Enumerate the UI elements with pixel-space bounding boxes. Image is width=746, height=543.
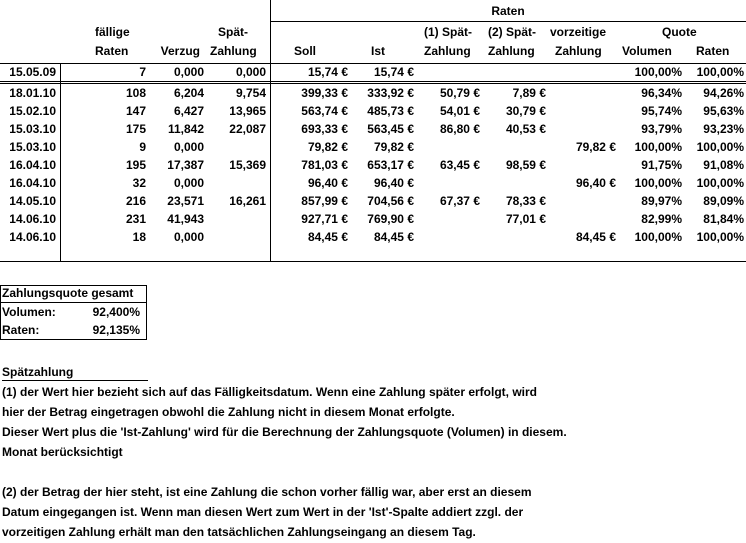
cell-spaet1: [416, 212, 480, 227]
cell-ist: 485,73 €: [367, 104, 414, 118]
summary-volumen-value: 92,400%: [92, 305, 140, 319]
cell-verzug: 0,000: [173, 140, 204, 154]
cell-quote-volumen: 96,34%: [641, 86, 682, 100]
cell-soll: 563,74 €: [301, 104, 348, 118]
cell-ist: 96,40 €: [373, 176, 414, 190]
header-ist: Ist: [371, 44, 386, 58]
note-line: hier der Betrag eingetragen obwohl die Zahlung nicht in diesem Monat erfolgte.: [2, 405, 455, 419]
summary-raten-value: 92,135%: [92, 323, 140, 337]
header-spaet2-1: (2) Spät-: [488, 25, 536, 39]
cell-spaetzahlung: [206, 212, 266, 227]
cell-spaetzahlung: 9,754: [235, 86, 266, 100]
cell-soll: 927,71 €: [301, 212, 348, 226]
cell-faellige-raten: 175: [125, 122, 146, 136]
cell-ist: 79,82 €: [373, 140, 414, 154]
cell-soll: 781,03 €: [301, 158, 348, 172]
cell-date: 14.05.10: [9, 194, 56, 208]
cell-spaetzahlung: 22,087: [229, 122, 266, 136]
cell-date: 14.06.10: [9, 212, 56, 226]
cell-date: 15.03.10: [9, 140, 56, 154]
cell-verzug: 6,427: [173, 104, 204, 118]
cell-spaet1: [416, 176, 480, 191]
cell-verzug: 6,204: [173, 86, 204, 100]
cell-date: 16.04.10: [9, 176, 56, 190]
table-bottom-rule: [0, 261, 746, 262]
cell-soll: 15,74 €: [307, 65, 348, 79]
cell-soll: 399,33 €: [301, 86, 348, 100]
cell-spaet1: 86,80 €: [439, 122, 480, 136]
header-vorzeitige-1: vorzeitige: [550, 25, 607, 39]
cell-quote-volumen: 93,79%: [641, 122, 682, 136]
table-first-row-rule-2: [0, 83, 746, 84]
cell-faellige-raten: 18: [132, 230, 146, 244]
cell-spaetzahlung: [206, 176, 266, 191]
cell-vorzeitige: [548, 194, 616, 209]
header-divider: [270, 0, 271, 63]
cell-spaetzahlung: [206, 140, 266, 155]
cell-quote-raten: 100,00%: [696, 140, 744, 154]
cell-faellige-raten: 9: [139, 140, 146, 154]
cell-date: 15.05.09: [9, 65, 56, 79]
table-first-row-rule: [0, 81, 746, 82]
cell-vorzeitige: [548, 65, 616, 80]
cell-faellige-raten: 7: [139, 65, 146, 79]
notes-heading: Spätzahlung: [2, 365, 74, 379]
cell-quote-volumen: 100,00%: [634, 140, 682, 154]
cell-date: 16.04.10: [9, 158, 56, 172]
note-line: Dieser Wert plus die 'Ist-Zahlung' wird für die Berechnung der Zahlungsquote (Volumen) in diesem.: [2, 425, 567, 439]
cell-spaet1: 67,37 €: [439, 194, 480, 208]
cell-spaet2: 77,01 €: [505, 212, 546, 226]
cell-ist: 704,56 €: [367, 194, 414, 208]
summary-title-rule: [0, 302, 147, 303]
summary-raten-label: Raten:: [2, 323, 40, 337]
cell-spaet2: 78,33 €: [505, 194, 546, 208]
header-vorzeitige-2: Zahlung: [555, 44, 602, 58]
cell-vorzeitige: 79,82 €: [575, 140, 616, 154]
cell-soll: 79,82 €: [307, 140, 348, 154]
cell-spaet2: 98,59 €: [505, 158, 546, 172]
cell-faellige-raten: 195: [125, 158, 146, 172]
cell-date: 15.03.10: [9, 122, 56, 136]
cell-faellige-raten: 32: [132, 176, 146, 190]
note-line: vorzeitigen Zahlung erhält man den tatsächlichen Zahlungseingang an diesem Tag.: [2, 525, 476, 539]
table-top-rule: [0, 63, 746, 64]
cell-quote-raten: 93,23%: [703, 122, 744, 136]
cell-spaet1: 50,79 €: [439, 86, 480, 100]
cell-spaet2: [482, 176, 546, 191]
cell-verzug: 11,842: [167, 122, 204, 136]
cell-spaet1: [416, 230, 480, 245]
header-faellige-1: fällige: [95, 25, 130, 39]
cell-date: 15.02.10: [9, 104, 56, 118]
header-spaet2-2: Zahlung: [488, 44, 535, 58]
header-verzug: Verzug: [160, 44, 200, 58]
cell-ist: 653,17 €: [367, 158, 414, 172]
cell-spaetzahlung: 16,261: [229, 194, 266, 208]
header-soll: Soll: [294, 44, 317, 58]
header-raten-group: Raten: [491, 4, 525, 18]
header-quote: Quote: [662, 25, 697, 39]
cell-spaetzahlung: [206, 230, 266, 245]
cell-verzug: 17,387: [167, 158, 204, 172]
cell-quote-volumen: 95,74%: [641, 104, 682, 118]
cell-date: 14.06.10: [9, 230, 56, 244]
cell-spaet2: 7,89 €: [512, 86, 546, 100]
header-spaet-1: Spät-: [218, 25, 248, 39]
header-raten-underline: [270, 21, 746, 22]
cell-quote-volumen: 100,00%: [634, 230, 682, 244]
cell-vorzeitige: [548, 86, 616, 101]
cell-soll: 693,33 €: [301, 122, 348, 136]
cell-quote-volumen: 100,00%: [634, 65, 682, 79]
header-raten: Raten: [696, 44, 730, 58]
cell-soll: 857,99 €: [301, 194, 348, 208]
cell-spaet1: [416, 65, 480, 80]
header-spaet1-1: (1) Spät-: [424, 25, 472, 39]
cell-ist: 333,92 €: [367, 86, 414, 100]
cell-verzug: 23,571: [167, 194, 204, 208]
cell-verzug: 0,000: [173, 65, 204, 79]
cell-vorzeitige: [548, 158, 616, 173]
cell-soll: 96,40 €: [307, 176, 348, 190]
note-line: Monat berücksichtigt: [2, 445, 123, 459]
cell-verzug: 0,000: [173, 230, 204, 244]
cell-faellige-raten: 231: [125, 212, 146, 226]
cell-faellige-raten: 147: [125, 104, 146, 118]
notes-heading-underline: [2, 380, 148, 381]
cell-ist: 769,90 €: [367, 212, 414, 226]
note-line: Datum eingegangen ist. Wenn man diesen Wert zum Wert in der 'Ist'-Spalte addiert zzgl. der: [2, 505, 524, 519]
note-line: (2) der Betrag der hier steht, ist eine Zahlung die schon vorher fällig war, aber erst an diesem: [2, 485, 532, 499]
note-line: (1) der Wert hier bezieht sich auf das Fälligkeitsdatum. Wenn eine Zahlung später erfolgt, wird: [2, 385, 537, 399]
cell-spaetzahlung: 13,965: [229, 104, 266, 118]
header-spaet1-2: Zahlung: [424, 44, 471, 58]
cell-spaet2: [482, 140, 546, 155]
cell-spaet2: 30,79 €: [505, 104, 546, 118]
cell-quote-volumen: 100,00%: [634, 176, 682, 190]
cell-spaet2: [482, 230, 546, 245]
cell-quote-volumen: 89,97%: [641, 194, 682, 208]
cell-faellige-raten: 216: [125, 194, 146, 208]
cell-spaet2: 40,53 €: [505, 122, 546, 136]
cell-verzug: 41,943: [167, 212, 204, 226]
header-spaet-2: Zahlung: [210, 44, 257, 58]
cell-quote-raten: 100,00%: [696, 230, 744, 244]
cell-spaetzahlung: 15,369: [229, 158, 266, 172]
cell-vorzeitige: [548, 122, 616, 137]
cell-quote-raten: 94,26%: [703, 86, 744, 100]
cell-quote-raten: 81,84%: [703, 212, 744, 226]
cell-ist: 563,45 €: [367, 122, 414, 136]
cell-date: 18.01.10: [9, 86, 56, 100]
cell-spaet1: [416, 140, 480, 155]
cell-soll: 84,45 €: [307, 230, 348, 244]
cell-quote-volumen: 91,75%: [641, 158, 682, 172]
cell-ist: 15,74 €: [373, 65, 414, 79]
cell-spaet1: 63,45 €: [439, 158, 480, 172]
cell-faellige-raten: 108: [125, 86, 146, 100]
header-faellige-2: Raten: [95, 44, 129, 58]
cell-vorzeitige: [548, 104, 616, 119]
cell-vorzeitige: [548, 212, 616, 227]
cell-quote-raten: 100,00%: [696, 176, 744, 190]
summary-volumen-label: Volumen:: [2, 305, 56, 319]
cell-vorzeitige: 96,40 €: [575, 176, 616, 190]
col-divider-spaet: [270, 63, 271, 262]
cell-verzug: 0,000: [173, 176, 204, 190]
cell-spaet2: [482, 65, 546, 80]
cell-quote-volumen: 82,99%: [641, 212, 682, 226]
cell-quote-raten: 91,08%: [703, 158, 744, 172]
cell-vorzeitige: 84,45 €: [575, 230, 616, 244]
summary-title: Zahlungsquote gesamt: [2, 286, 134, 300]
cell-ist: 84,45 €: [373, 230, 414, 244]
cell-spaetzahlung: 0,000: [235, 65, 266, 79]
cell-quote-raten: 100,00%: [696, 65, 744, 79]
header-volumen: Volumen: [622, 44, 672, 58]
cell-spaet1: 54,01 €: [439, 104, 480, 118]
cell-quote-raten: 95,63%: [703, 104, 744, 118]
cell-quote-raten: 89,09%: [703, 194, 744, 208]
